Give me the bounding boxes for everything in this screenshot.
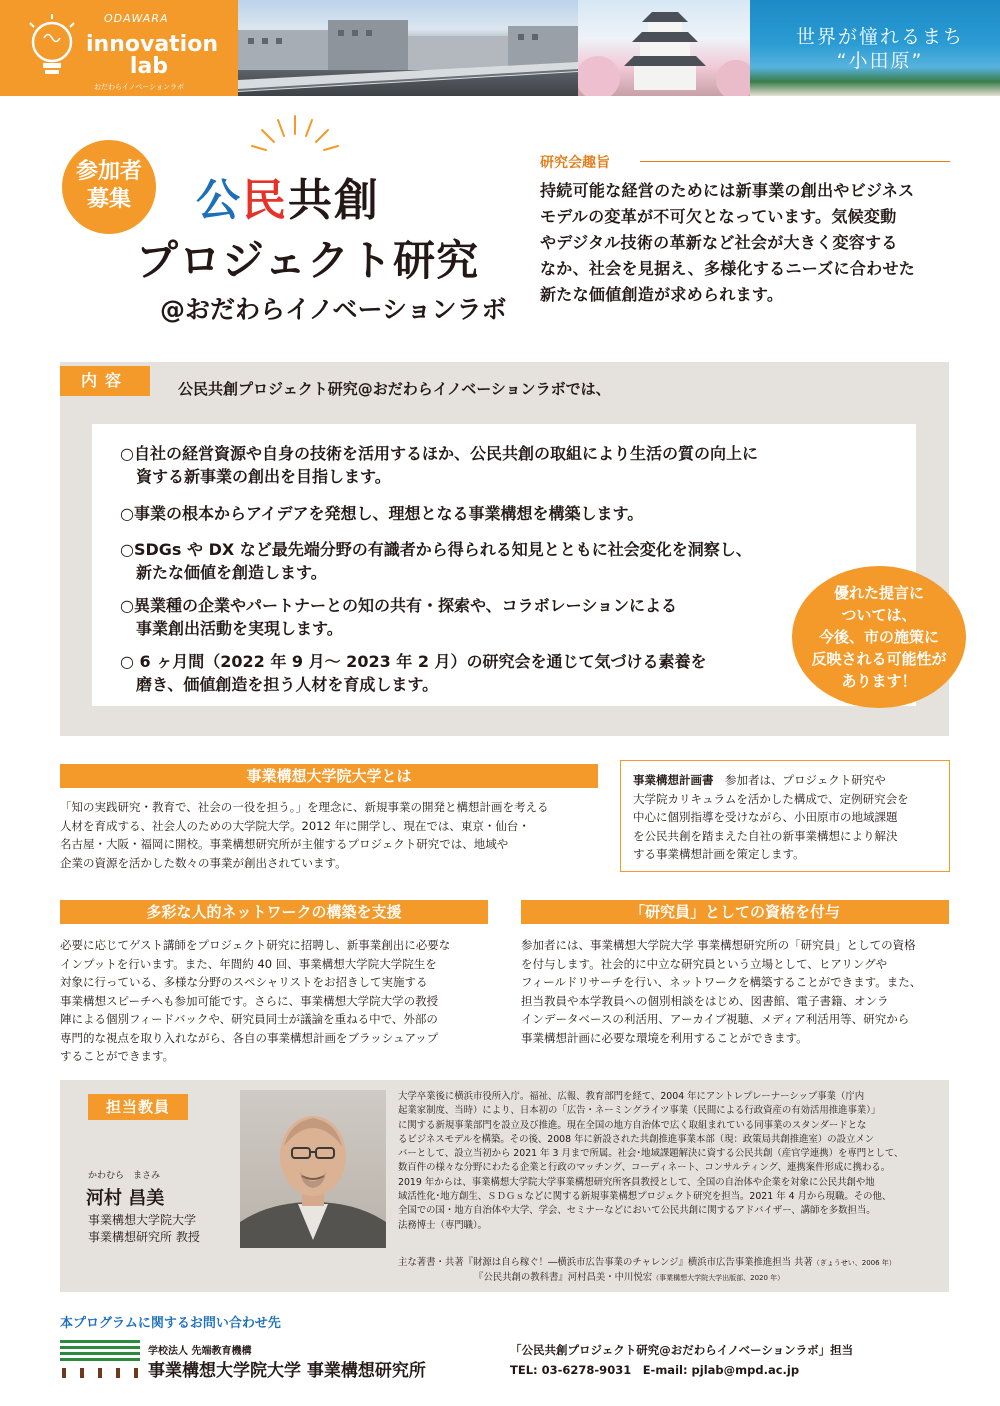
content-item-line: ○SDGs や DX など最先端分野の有識者から得られる知見とともに社会変化を洞察し、	[120, 540, 752, 559]
aim-line: モデルの変革が不可欠となっています。気候変動	[540, 207, 897, 226]
main-title-line-1	[196, 164, 380, 228]
researcher-line: インデータベースの利活用、アーカイブ視聴、メディア利活用等、研究から	[521, 1012, 910, 1026]
bio-line: 域活性化･地方創生、ＳＤＧｓなどに関する新規事業構想プロジェクト研究を担当。2021 年 4 月から現職。その他、	[398, 1191, 892, 1203]
recruitment-badge	[62, 140, 156, 234]
footer-contact-info: TEL: 03-6278-9031 E-mail: pjlab@mpd.ac.jp	[510, 1363, 800, 1377]
content-item-line: 新たな価値を創造します。	[120, 563, 327, 582]
university-text	[60, 798, 600, 872]
proposal-bubble	[792, 566, 966, 708]
bio-line: 法務博士（専門職）。	[398, 1219, 488, 1231]
network-line: インプットを行います。また、年間約 40 回、事業構想大学院大学院生を	[60, 956, 437, 971]
network-line: することができます。	[60, 1049, 175, 1063]
main-title-line-3: @おだわらイノベーションラボ	[160, 295, 507, 324]
sparkle-rays-icon	[250, 112, 340, 160]
main-title-line-2: プロジェクト研究	[136, 236, 480, 285]
instructor-bio	[398, 1090, 938, 1233]
network-line: 事業構想スピーチへも参加可能です。さらに、事業構想大学院大学の教授	[60, 993, 439, 1008]
researcher-line: を付与します。社会的に中立な研究員という立場として、ヒアリングや	[521, 956, 888, 971]
bio-line: に関する新規事業部門を設立及び推進。現在全国の地方自治体で広く取組まれている同事業のスタンダードとな	[398, 1119, 867, 1131]
content-item-line: ○異業種の企業やパートナーとの知の共有・探索や、コラボレーションによる	[120, 596, 678, 615]
logo-japanese-text: おだわらイノベーションラボ	[94, 83, 185, 91]
researcher-line: 担当教員や本学教員への個別相談をはじめ、図書館、電子書籍、オンラ	[521, 993, 889, 1008]
researcher-line: フィールドリサーチを行い、ネットワークを構築することができます。また、	[521, 975, 922, 989]
instructor-portrait	[240, 1090, 386, 1248]
innovation-lab-logo	[0, 0, 238, 96]
title-char-kyoso: 共創	[288, 175, 380, 226]
book-title: 主な著書・共著『財源は自ら稼ぐ！―横浜市広告事業のチャレンジ』横浜市広告事業推進担当 共著	[398, 1257, 813, 1268]
footer-department: 「公民共創プロジェクト研究@おだわらイノベーションラボ」担当	[510, 1343, 854, 1357]
researcher-line: 事業構想計画に必要な環境を利用することができます。	[521, 1030, 808, 1045]
researcher-text	[521, 936, 953, 1047]
university-line: 人材を育成する、社会人のための大学院大学。2012 年に開学し、現在では、東京・仙台・	[60, 818, 530, 833]
researcher-heading: 「研究員」としての資格を付与	[521, 900, 949, 924]
plan-line: 参加者は、プロジェクト研究や	[713, 773, 886, 787]
bubble-line: 優れた提言に	[833, 584, 924, 602]
plan-line: する事業構想計画を策定します。	[633, 847, 805, 861]
content-item-line: ○事業の根本からアイデアを発想し、理想となる事業構想を構築します。	[120, 504, 644, 523]
network-heading: 多彩な人的ネットワークの構築を支援	[60, 900, 488, 924]
footer-institute: 事業構想大学院大学 事業構想研究所	[148, 1361, 426, 1381]
bubble-line: 今後、市の施策に	[818, 628, 939, 646]
bubble-line: 反映される可能性が	[811, 650, 947, 668]
logo-innovation-lab-text	[86, 32, 218, 79]
bio-line: 全国での国・地方自治体や大学、学会、セミナーなどにおいて公民共創に関するアドバイザー、講師を多数担当。	[398, 1205, 876, 1217]
aim-line: 新たな価値創造が求められます。	[540, 285, 784, 304]
bio-line: 起業家制度、当時）により、日本初の「広告・ネーミングライツ事業（民間による行政資産の有効活用推進事業）」	[398, 1105, 881, 1117]
content-item-line: 磨き、価値創造を担う人材を育成します。	[120, 675, 439, 694]
bio-line: 2019 年からは、事業構想大学院大学事業構想研究所客員教授として、全国の自治体や企業を対象に公民共創や地	[398, 1176, 875, 1188]
content-item	[120, 538, 880, 584]
book-publisher: （ぎょうせい、2006 年）	[812, 1259, 896, 1267]
business-plan-box	[620, 760, 950, 872]
title-char-min: 民	[242, 175, 288, 226]
aim-text	[540, 178, 960, 308]
affiliation-line: 事業構想大学院大学	[88, 1213, 197, 1227]
badge-line-1: 参加者	[75, 159, 142, 184]
network-line: 専門的な視点を取り入れながら、各自の事業構想計画をブラッシュアップ	[60, 1030, 439, 1045]
logo-line-1: innovation	[86, 32, 218, 57]
instructor-kana: かわむら まさみ	[88, 1171, 161, 1181]
plan-heading: 事業構想計画書	[633, 773, 714, 787]
content-lead: 公民共創プロジェクト研究@おだわらイノベーションラボでは、	[178, 380, 611, 398]
bio-line: るビジネスモデルを構築。その後、2008 年に新設された共創推進事業本部（現：政策局共創推進室）の設立メン	[398, 1133, 875, 1145]
content-item	[120, 650, 880, 696]
header-banner	[0, 0, 1000, 96]
book-title: 『公民共創の教科書』河村昌美・中川悦宏	[474, 1271, 653, 1283]
lightbulb-icon	[24, 10, 80, 86]
aim-line: 持続可能な経営のためには新事業の創出やビジネス	[540, 181, 915, 200]
university-logo-mark	[60, 1336, 140, 1380]
content-item-line: 資する新事業の創出を目指します。	[120, 467, 391, 486]
slogan-line-2: “小田原”	[836, 50, 924, 72]
instructor-books	[398, 1256, 938, 1285]
network-line: 必要に応じてゲスト講師をプロジェクト研究に招聘し、新事業創出に必要な	[60, 938, 451, 952]
content-tag: 内容	[60, 366, 150, 396]
station-photo	[238, 0, 578, 96]
aim-heading: 研究会趣旨	[540, 155, 610, 171]
plan-line: 中心に個別指導を受けながら、小田原市の地域課題	[633, 810, 898, 824]
network-line: 陣による個別フィードバックや、研究員同士が議論を重ねる中で、外部の	[60, 1012, 438, 1026]
contact-heading: 本プログラムに関するお問い合わせ先	[60, 1316, 281, 1331]
university-line: 名古屋・大阪・福岡に開校。事業構想研究所が主催するプロジェクト研究では、地域や	[60, 837, 509, 851]
bio-line: 数百件の様々な分野にわたる企業と行政のマッチング、コーディネート、コンサルティング、連携案件形成に携わる。	[398, 1162, 891, 1174]
university-heading: 事業構想大学院大学とは	[60, 764, 598, 788]
instructor-name: 河村 昌美	[86, 1188, 165, 1209]
instructor-tag: 担当教員	[88, 1094, 188, 1120]
footer-organization: 学校法人 先端教育機構	[148, 1346, 252, 1357]
content-item-line: 事業創出活動を実現します。	[120, 619, 343, 638]
content-item	[120, 502, 880, 525]
aim-line: なか、社会を見据え、多様化するニーズに合わせた	[540, 259, 916, 278]
content-item-line: ○ 6 ヶ月間（2022 年 9 月～ 2023 年 2 月）の研究会を通じて気づける素養を	[120, 652, 707, 671]
logo-odawara-text: ODAWARA	[104, 12, 169, 25]
network-line: 対象に行っている、多様な分野のスペシャリストをお招きして実施する	[60, 975, 428, 989]
plan-line: を公民共創を踏まえた自社の新事業構想により解決	[633, 828, 898, 843]
affiliation-line: 事業構想研究所 教授	[88, 1230, 200, 1244]
bubble-line: ついては、	[841, 606, 917, 624]
university-line: 「知の実践研究・教育で、社会の一役を担う。」を理念に、新規事業の開発と構想計画を考える	[60, 800, 549, 814]
badge-line-2: 募集	[86, 187, 131, 212]
network-text	[60, 936, 494, 1066]
logo-line-2: lab	[129, 54, 169, 79]
bio-line: 大学卒業後に横浜市役所入庁。福祉、広報、教育部門を経て、2004 年にアントレプレーナーシップ事業（庁内	[398, 1091, 865, 1102]
content-item-line: ○自社の経営資源や自身の技術を活用するほか、公民共創の取組により生活の質の向上に	[120, 444, 758, 463]
aim-divider	[640, 161, 950, 162]
bubble-line: あります！	[841, 672, 917, 690]
plan-line: 大学院カリキュラムを活かした構成で、定例研究会を	[633, 791, 909, 806]
instructor-affiliation	[88, 1212, 200, 1246]
title-char-ko: 公	[196, 175, 242, 226]
slogan-line-1: 世界が憧れるまち	[795, 26, 964, 48]
content-item	[120, 442, 880, 488]
book-publisher: （事業構想大学院大学出版部、2020 年）	[652, 1273, 785, 1282]
bio-line: バーとして、設立当初から 2021 年 3 月まで所属。社会･地域課題解決に資する公民共創（産官学連携）を専門として、	[398, 1148, 904, 1160]
aim-line: やデジタル技術の革新など社会が大きく変容する	[540, 233, 898, 252]
castle-photo	[578, 0, 750, 96]
researcher-line: 参加者には、事業構想大学院大学 事業構想研究所の「研究員」としての資格	[521, 938, 916, 952]
content-item	[120, 594, 880, 640]
university-line: 企業の資源を活かした数々の事業が創出されています。	[60, 855, 347, 870]
